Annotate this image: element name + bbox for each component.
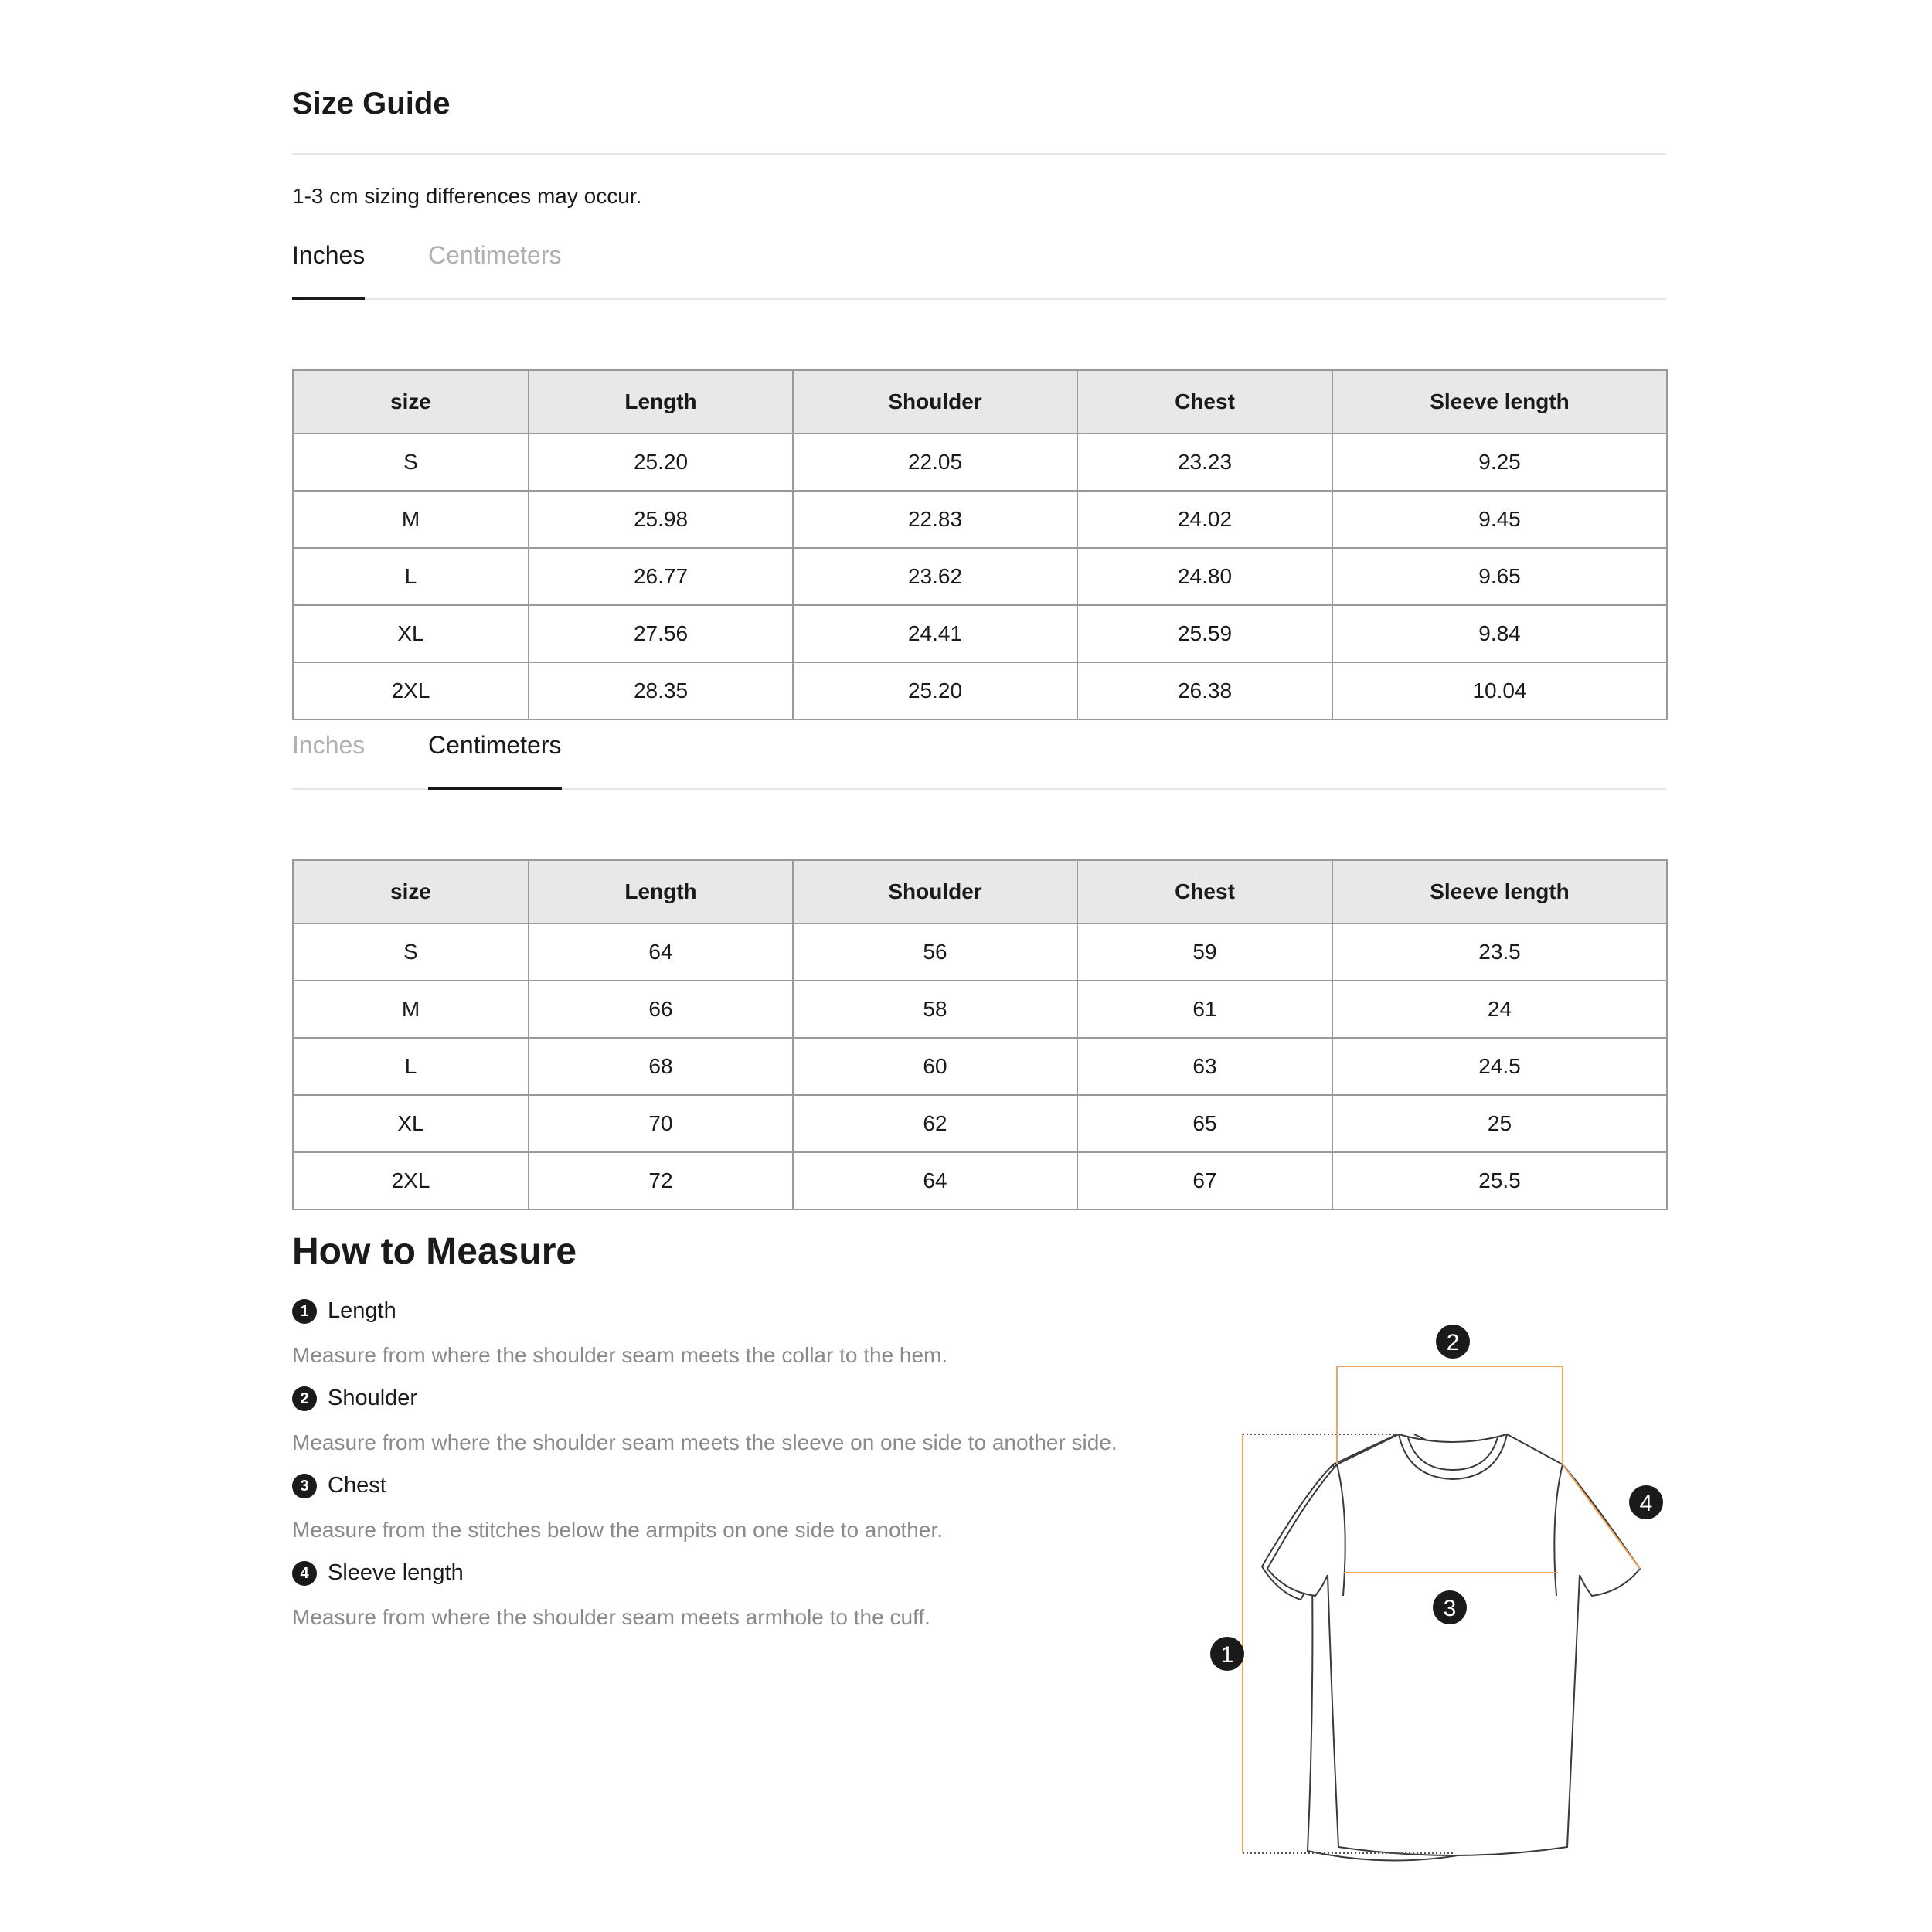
measure-description: Measure from where the shoulder seam meets armhole to the cuff. xyxy=(292,1605,930,1629)
cell: 25.20 xyxy=(793,662,1077,719)
number-badge: 1 xyxy=(292,1299,317,1324)
marker-2: 2 xyxy=(1446,1330,1460,1355)
divider xyxy=(292,153,1666,155)
cell: 23.23 xyxy=(1077,434,1332,491)
cell: 28.35 xyxy=(529,662,793,719)
table-header-row xyxy=(293,860,1667,923)
cell: 10.04 xyxy=(1332,662,1667,719)
cell: 24.41 xyxy=(793,605,1077,662)
cell: 25.5 xyxy=(1332,1152,1667,1209)
header-sleeve-length: Sleeve length xyxy=(1332,860,1667,923)
inches-table xyxy=(292,369,1668,720)
cell: 68 xyxy=(529,1038,793,1095)
how-to-measure-title: How to Measure xyxy=(292,1231,577,1272)
table-row xyxy=(293,434,1667,491)
table-row xyxy=(293,1152,1667,1209)
number-badge: 2 xyxy=(292,1386,317,1411)
unit-tabs-inches xyxy=(292,241,1666,300)
cell: 26.77 xyxy=(529,548,793,605)
header-shoulder: Shoulder xyxy=(793,370,1077,434)
header-size: size xyxy=(293,370,529,434)
cell: 66 xyxy=(529,981,793,1038)
cell: 61 xyxy=(1077,981,1332,1038)
cell: 60 xyxy=(793,1038,1077,1095)
centimeters-table xyxy=(292,859,1668,1210)
cell: XL xyxy=(293,1095,529,1152)
cell: 9.65 xyxy=(1332,548,1667,605)
tshirt-shape xyxy=(1267,1434,1640,1855)
unit-tabs-centimeters xyxy=(292,731,1666,790)
cell: 25.98 xyxy=(529,491,793,548)
cell: 27.56 xyxy=(529,605,793,662)
cell: 24.80 xyxy=(1077,548,1332,605)
cell: 2XL xyxy=(293,1152,529,1209)
cell: L xyxy=(293,1038,529,1095)
header-length: Length xyxy=(529,370,793,434)
measure-item-chest xyxy=(292,1473,386,1498)
cell: 24 xyxy=(1332,981,1667,1038)
measure-label: Chest xyxy=(328,1473,386,1498)
header-size: size xyxy=(293,860,529,923)
cell: M xyxy=(293,981,529,1038)
tshirt-measure-diagram xyxy=(1206,1314,1669,1870)
marker-4: 4 xyxy=(1639,1491,1653,1516)
measure-label: Sleeve length xyxy=(328,1560,464,1585)
measure-label: Shoulder xyxy=(328,1386,418,1410)
cell: 64 xyxy=(529,923,793,981)
measure-item-length xyxy=(292,1298,396,1324)
header-sleeve-length: Sleeve length xyxy=(1332,370,1667,434)
marker-3: 3 xyxy=(1443,1596,1457,1621)
measure-description: Measure from where the shoulder seam meets the sleeve on one side to another side. xyxy=(292,1430,1117,1454)
cell: M xyxy=(293,491,529,548)
tab-inches[interactable]: Inches xyxy=(292,731,366,759)
cell: 24.02 xyxy=(1077,491,1332,548)
number-badge: 3 xyxy=(292,1474,317,1498)
cell: 25.59 xyxy=(1077,605,1332,662)
cell: XL xyxy=(293,605,529,662)
cell: 64 xyxy=(793,1152,1077,1209)
cell: 63 xyxy=(1077,1038,1332,1095)
marker-1: 1 xyxy=(1220,1642,1234,1668)
tab-centimeters[interactable]: Centimeters xyxy=(428,241,562,269)
cell: 59 xyxy=(1077,923,1332,981)
cell: 22.05 xyxy=(793,434,1077,491)
cell: S xyxy=(293,923,529,981)
table-row xyxy=(293,1038,1667,1095)
measure-item-shoulder xyxy=(292,1386,417,1411)
cell: 67 xyxy=(1077,1152,1332,1209)
header-chest: Chest xyxy=(1077,370,1332,434)
table-row xyxy=(293,1095,1667,1152)
cell: 23.62 xyxy=(793,548,1077,605)
measure-item-sleeve-length xyxy=(292,1560,464,1586)
tab-centimeters[interactable]: Centimeters xyxy=(428,731,562,788)
cell: 9.84 xyxy=(1332,605,1667,662)
cell: 9.25 xyxy=(1332,434,1667,491)
cell: 25.20 xyxy=(529,434,793,491)
sizing-note: 1-3 cm sizing differences may occur. xyxy=(292,184,642,208)
cell: 23.5 xyxy=(1332,923,1667,981)
cell: 70 xyxy=(529,1095,793,1152)
header-chest: Chest xyxy=(1077,860,1332,923)
cell: 72 xyxy=(529,1152,793,1209)
table-row xyxy=(293,491,1667,548)
cell: 26.38 xyxy=(1077,662,1332,719)
number-badge: 4 xyxy=(292,1561,317,1586)
cell: S xyxy=(293,434,529,491)
cell: 24.5 xyxy=(1332,1038,1667,1095)
table-row xyxy=(293,548,1667,605)
table-row xyxy=(293,662,1667,719)
measure-description: Measure from the stitches below the armpits on one side to another. xyxy=(292,1518,944,1542)
table-row xyxy=(293,605,1667,662)
measure-label: Length xyxy=(328,1298,396,1323)
table-row xyxy=(293,981,1667,1038)
cell: 25 xyxy=(1332,1095,1667,1152)
table-row xyxy=(293,923,1667,981)
cell: 22.83 xyxy=(793,491,1077,548)
cell: 2XL xyxy=(293,662,529,719)
cell: L xyxy=(293,548,529,605)
cell: 58 xyxy=(793,981,1077,1038)
measure-description: Measure from where the shoulder seam meets the collar to the hem. xyxy=(292,1343,948,1367)
cell: 56 xyxy=(793,923,1077,981)
cell: 9.45 xyxy=(1332,491,1667,548)
tab-inches[interactable]: Inches xyxy=(292,241,365,298)
cell: 62 xyxy=(793,1095,1077,1152)
page-title: Size Guide xyxy=(292,87,451,121)
header-length: Length xyxy=(529,860,793,923)
table-header-row xyxy=(293,370,1667,434)
cell: 65 xyxy=(1077,1095,1332,1152)
header-shoulder: Shoulder xyxy=(793,860,1077,923)
